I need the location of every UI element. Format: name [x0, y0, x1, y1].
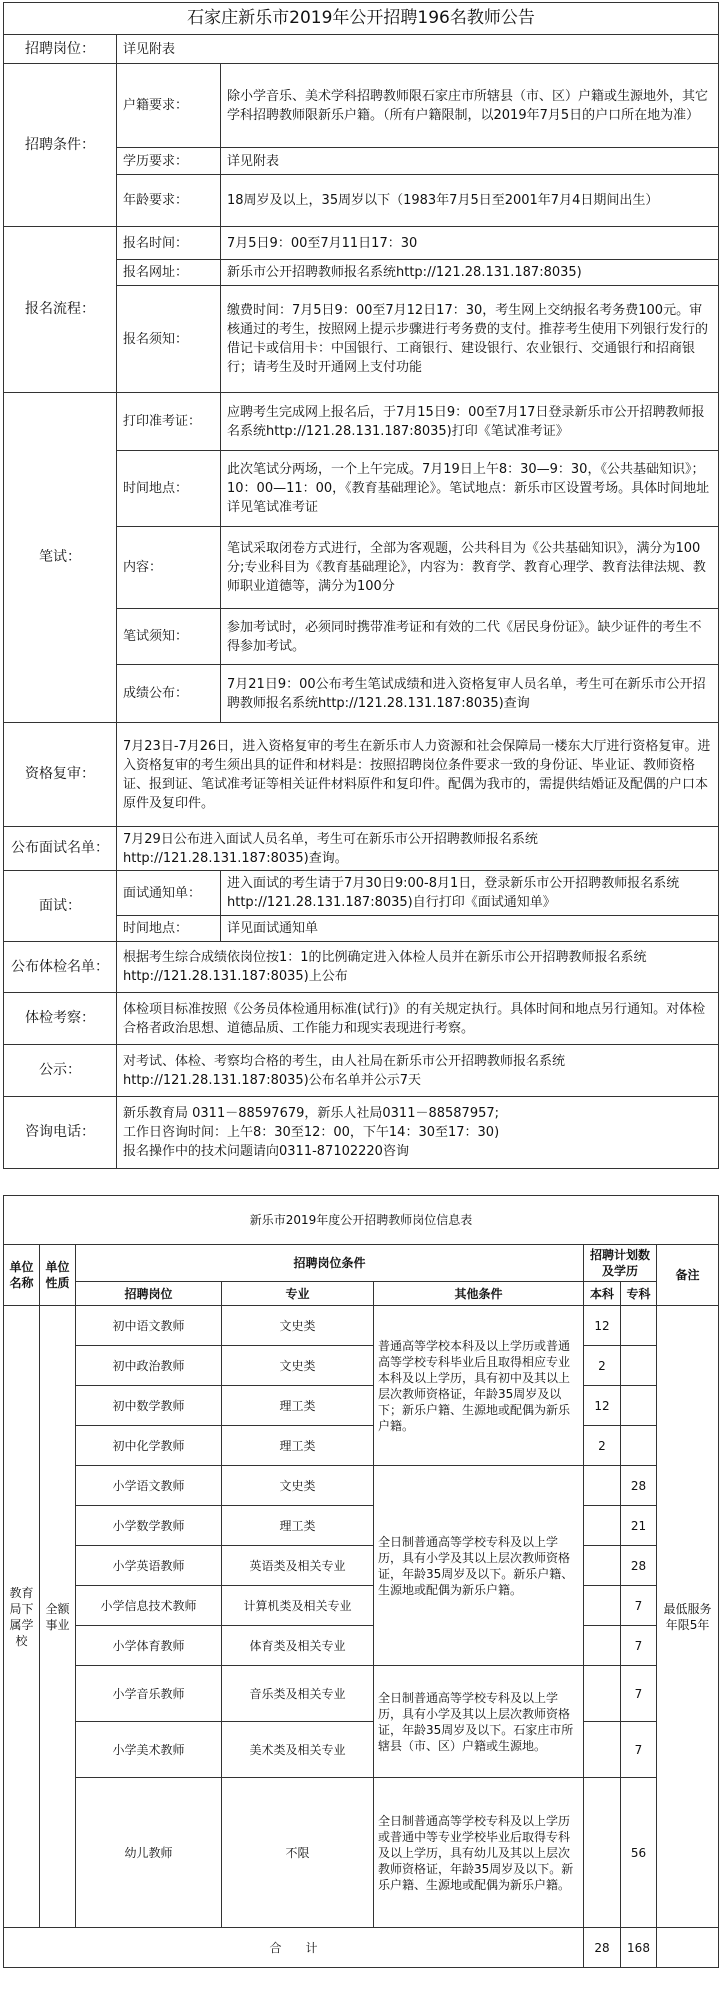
job-major: 美术类及相关专业 — [222, 1722, 374, 1778]
conditions-label: 招聘条件： — [4, 64, 117, 227]
interview-timeplace-value: 详见面试通知单 — [221, 916, 719, 942]
publicity-value: 对考试、体检、考察均合格的考生，由人社局在新乐市公开招聘教师报名系统http://121.28.131.187:8035)公布名单并公示7天 — [117, 1045, 719, 1097]
exam-notes-label: 笔试须知： — [117, 609, 221, 665]
job-major: 理工类 — [222, 1386, 374, 1426]
nianling-label: 年龄要求： — [117, 175, 221, 227]
contact-line: 工作日咨询时间：上午8：30至12：00，下午14：30至17：30) — [123, 1125, 500, 1140]
job-college: 7 — [621, 1666, 657, 1722]
job-college: 28 — [621, 1466, 657, 1506]
interview-list-value: 7月29日公布进入面试人员名单，考生可在新乐市公开招聘教师报名系统http://121.28.131.187:8035)查询。 — [117, 827, 719, 871]
job-college — [621, 1386, 657, 1426]
interview-list-label: 公布面试名单： — [4, 827, 117, 871]
job-bachelor — [584, 1778, 621, 1928]
job-major: 体育类及相关专业 — [222, 1626, 374, 1666]
other-conditions: 全日制普通高等学校专科及以上学历，具有小学及其以上层次教师资格证，年龄35周岁及以下。新乐户籍、生源地或配偶为新乐户籍。 — [374, 1466, 584, 1666]
jobs-table — [3, 1195, 719, 1968]
job-post: 初中数学教师 — [76, 1386, 222, 1426]
huji-label: 户籍要求： — [117, 64, 221, 148]
job-post: 初中政治教师 — [76, 1346, 222, 1386]
job-bachelor — [584, 1506, 621, 1546]
job-college — [621, 1426, 657, 1466]
physical-label: 体检考察： — [4, 993, 117, 1045]
job-college: 21 — [621, 1506, 657, 1546]
exam-content-value: 笔试采取闭卷方式进行，全部为客观题，公共科目为《公共基础知识》，满分为100分;专业科目为《教育基础理论》，内容为：教育学、教育心理学、教育法律法规、教师职业道德等，满分为100分 — [221, 527, 719, 609]
reg-time-label: 报名时间： — [117, 227, 221, 260]
job-college: 7 — [621, 1722, 657, 1778]
interview-notice-label: 面试通知单： — [117, 871, 221, 916]
job-college — [621, 1346, 657, 1386]
header-major: 专业 — [222, 1282, 374, 1306]
other-conditions: 全日制普通高等学校专科及以上学历，具有小学及其以上层次教师资格证，年龄35周岁及以下。石家庄市所辖县（市、区）户籍或生源地。 — [374, 1666, 584, 1778]
reg-site-value: 新乐市公开招聘教师报名系统http://121.28.131.187:8035) — [221, 260, 719, 286]
job-bachelor: 2 — [584, 1346, 621, 1386]
job-post: 小学体育教师 — [76, 1626, 222, 1666]
registration-label: 报名流程： — [4, 227, 117, 393]
job-college: 28 — [621, 1546, 657, 1586]
header-unit: 单位名称 — [4, 1245, 40, 1306]
other-conditions: 全日制普通高等学校专科及以上学历或普通中等专业学校毕业后取得专科及以上学历，具有幼儿及其以上层次教师资格证，年龄35周岁及以下。新乐户籍、生源地或配偶为新乐户籍。 — [374, 1778, 584, 1928]
contact-line: 新乐教育局 0311－88597679，新乐人社局0311－88587957; — [123, 1106, 500, 1121]
xueli-value: 详见附表 — [221, 148, 719, 175]
other-conditions: 普通高等学校本科及以上学历或普通高等学校专科毕业后且取得相应专业本科及以上学历，具有初中及其以上层次教师资格证，年龄35周岁及以下；新乐户籍、生源地或配偶为新乐户籍。 — [374, 1306, 584, 1466]
job-major: 英语类及相关专业 — [222, 1546, 374, 1586]
job-post: 小学语文教师 — [76, 1466, 222, 1506]
job-college: 7 — [621, 1586, 657, 1626]
job-post: 小学信息技术教师 — [76, 1586, 222, 1626]
job-major: 文史类 — [222, 1346, 374, 1386]
job-major: 理工类 — [222, 1506, 374, 1546]
job-major: 理工类 — [222, 1426, 374, 1466]
positions-label: 招聘岗位： — [4, 35, 117, 64]
job-post: 小学音乐教师 — [76, 1666, 222, 1722]
header-conditions: 招聘岗位条件 — [76, 1245, 584, 1282]
job-major: 不限 — [222, 1778, 374, 1928]
huji-value: 除小学音乐、美术学科招聘教师限石家庄市所辖县（市、区）户籍或生源地外，其它学科招聘教师限新乐户籍。（所有户籍限制，以2019年7月5日的户口所在地为准） — [221, 64, 719, 148]
contact-line: 报名操作中的技术问题请向0311-87102220咨询 — [123, 1144, 409, 1159]
job-bachelor — [584, 1626, 621, 1666]
job-college: 7 — [621, 1626, 657, 1666]
header-other: 其他条件 — [374, 1282, 584, 1306]
exam-content-label: 内容： — [117, 527, 221, 609]
unit-name: 教育局下属学校 — [4, 1306, 40, 1928]
job-post: 幼儿教师 — [76, 1778, 222, 1928]
physical-list-label: 公布体检名单： — [4, 942, 117, 993]
exam-results-label: 成绩公布： — [117, 665, 221, 723]
job-bachelor — [584, 1546, 621, 1586]
job-post: 初中语文教师 — [76, 1306, 222, 1346]
job-major: 音乐类及相关专业 — [222, 1666, 374, 1722]
job-bachelor: 12 — [584, 1306, 621, 1346]
nianling-value: 18周岁及以上，35周岁以下（1983年7月5日至2001年7月4日期间出生） — [221, 175, 719, 227]
jobs-title: 新乐市2019年度公开招聘教师岗位信息表 — [4, 1196, 719, 1245]
physical-value: 体检项目标准按照《公务员体检通用标准(试行)》的有关规定执行。具体时间和地点另行通知。对体检合格者政治思想、道德品质、工作能力和现实表现进行考察。 — [117, 993, 719, 1045]
total-label: 合 计 — [4, 1928, 584, 1968]
job-bachelor — [584, 1722, 621, 1778]
reg-notes-value: 缴费时间：7月5日9：00至7月12日17：30，考生网上交纳报名考务费100元。审核通过的考生，按照网上提示步骤进行考务费的支付。推荐考生使用下列银行发行的借记卡或信用卡：中国银行、工商银行、建设银行、农业银行、交通银行和招商银行；请考生及时开通网上支付功能 — [221, 286, 719, 393]
job-bachelor — [584, 1466, 621, 1506]
contact-value — [117, 1097, 719, 1169]
physical-list-value: 根据考生综合成绩依岗位按1：1的比例确定进入体检人员并在新乐市公开招聘教师报名系统http://121.28.131.187:8035)上公布 — [117, 942, 719, 993]
job-major: 计算机类及相关专业 — [222, 1586, 374, 1626]
exam-timeplace-value: 此次笔试分两场，一个上午完成。7月19日上午8：30—9：30，《公共基础知识》；10：00—11：00，《教育基础理论》。笔试地点：新乐市区设置考场。具体时间地址详见笔试准考证 — [221, 451, 719, 527]
exam-label: 笔试： — [4, 393, 117, 723]
job-post: 小学美术教师 — [76, 1722, 222, 1778]
header-remark: 备注 — [657, 1245, 719, 1306]
exam-admit-label: 打印准考证： — [117, 393, 221, 451]
total-bachelor: 28 — [584, 1928, 621, 1968]
job-post: 小学数学教师 — [76, 1506, 222, 1546]
section-gap — [0, 1188, 721, 1195]
interview-timeplace-label: 时间地点： — [117, 916, 221, 942]
interview-label: 面试： — [4, 871, 117, 942]
xueli-label: 学历要求： — [117, 148, 221, 175]
exam-results-value: 7月21日9：00公布考生笔试成绩和进入资格复审人员名单，考生可在新乐市公开招聘教师报名系统http://121.28.131.187:8035)查询 — [221, 665, 719, 723]
exam-admit-value: 应聘考生完成网上报名后，于7月15日9：00至7月17日登录新乐市公开招聘教师报名系统http://121.28.131.187:8035)打印《笔试准考证》 — [221, 393, 719, 451]
job-post: 初中化学教师 — [76, 1426, 222, 1466]
job-major: 文史类 — [222, 1306, 374, 1346]
job-bachelor: 12 — [584, 1386, 621, 1426]
publicity-label: 公示： — [4, 1045, 117, 1097]
header-nature: 单位性质 — [40, 1245, 76, 1306]
review-value: 7月23日-7月26日，进入资格复审的考生在新乐市人力资源和社会保障局一楼东大厅进行资格复审。进入资格复审的考生须出具的证件和材料是：按照招聘岗位条件要求一致的身份证、毕业证、教师资格证、报到证、笔试准考证等相关证件材料原件和复印件。配偶为我市的，需提供结婚证及配偶的户口本原件及复印件。 — [117, 723, 719, 827]
interview-notice-value: 进入面试的考生请于7月30日9:00-8月1日，登录新乐市公开招聘教师报名系统http://121.28.131.187:8035)自行打印《面试通知单》 — [221, 871, 719, 916]
exam-timeplace-label: 时间地点： — [117, 451, 221, 527]
job-college: 56 — [621, 1778, 657, 1928]
total-college: 168 — [621, 1928, 657, 1968]
header-college: 专科 — [621, 1282, 657, 1306]
job-major: 文史类 — [222, 1466, 374, 1506]
reg-time-value: 7月5日9：00至7月11日17：30 — [221, 227, 719, 260]
remark: 最低服务年限5年 — [657, 1306, 719, 1928]
header-post: 招聘岗位 — [76, 1282, 222, 1306]
notice-title: 石家庄新乐市2019年公开招聘196名教师公告 — [4, 3, 719, 35]
job-bachelor: 2 — [584, 1426, 621, 1466]
reg-site-label: 报名网址： — [117, 260, 221, 286]
job-post: 小学英语教师 — [76, 1546, 222, 1586]
positions-value: 详见附表 — [117, 35, 719, 64]
total-remark-empty — [657, 1928, 719, 1968]
review-label: 资格复审： — [4, 723, 117, 827]
notice-table — [3, 2, 719, 1169]
contact-label: 咨询电话： — [4, 1097, 117, 1169]
header-plan: 招聘计划数及学历 — [584, 1245, 657, 1282]
unit-nature: 全额事业 — [40, 1306, 76, 1928]
header-bachelor: 本科 — [584, 1282, 621, 1306]
job-college — [621, 1306, 657, 1346]
job-bachelor — [584, 1586, 621, 1626]
job-bachelor — [584, 1666, 621, 1722]
reg-notes-label: 报名须知： — [117, 286, 221, 393]
exam-notes-value: 参加考试时，必须同时携带准考证和有效的二代《居民身份证》。缺少证件的考生不得参加考试。 — [221, 609, 719, 665]
